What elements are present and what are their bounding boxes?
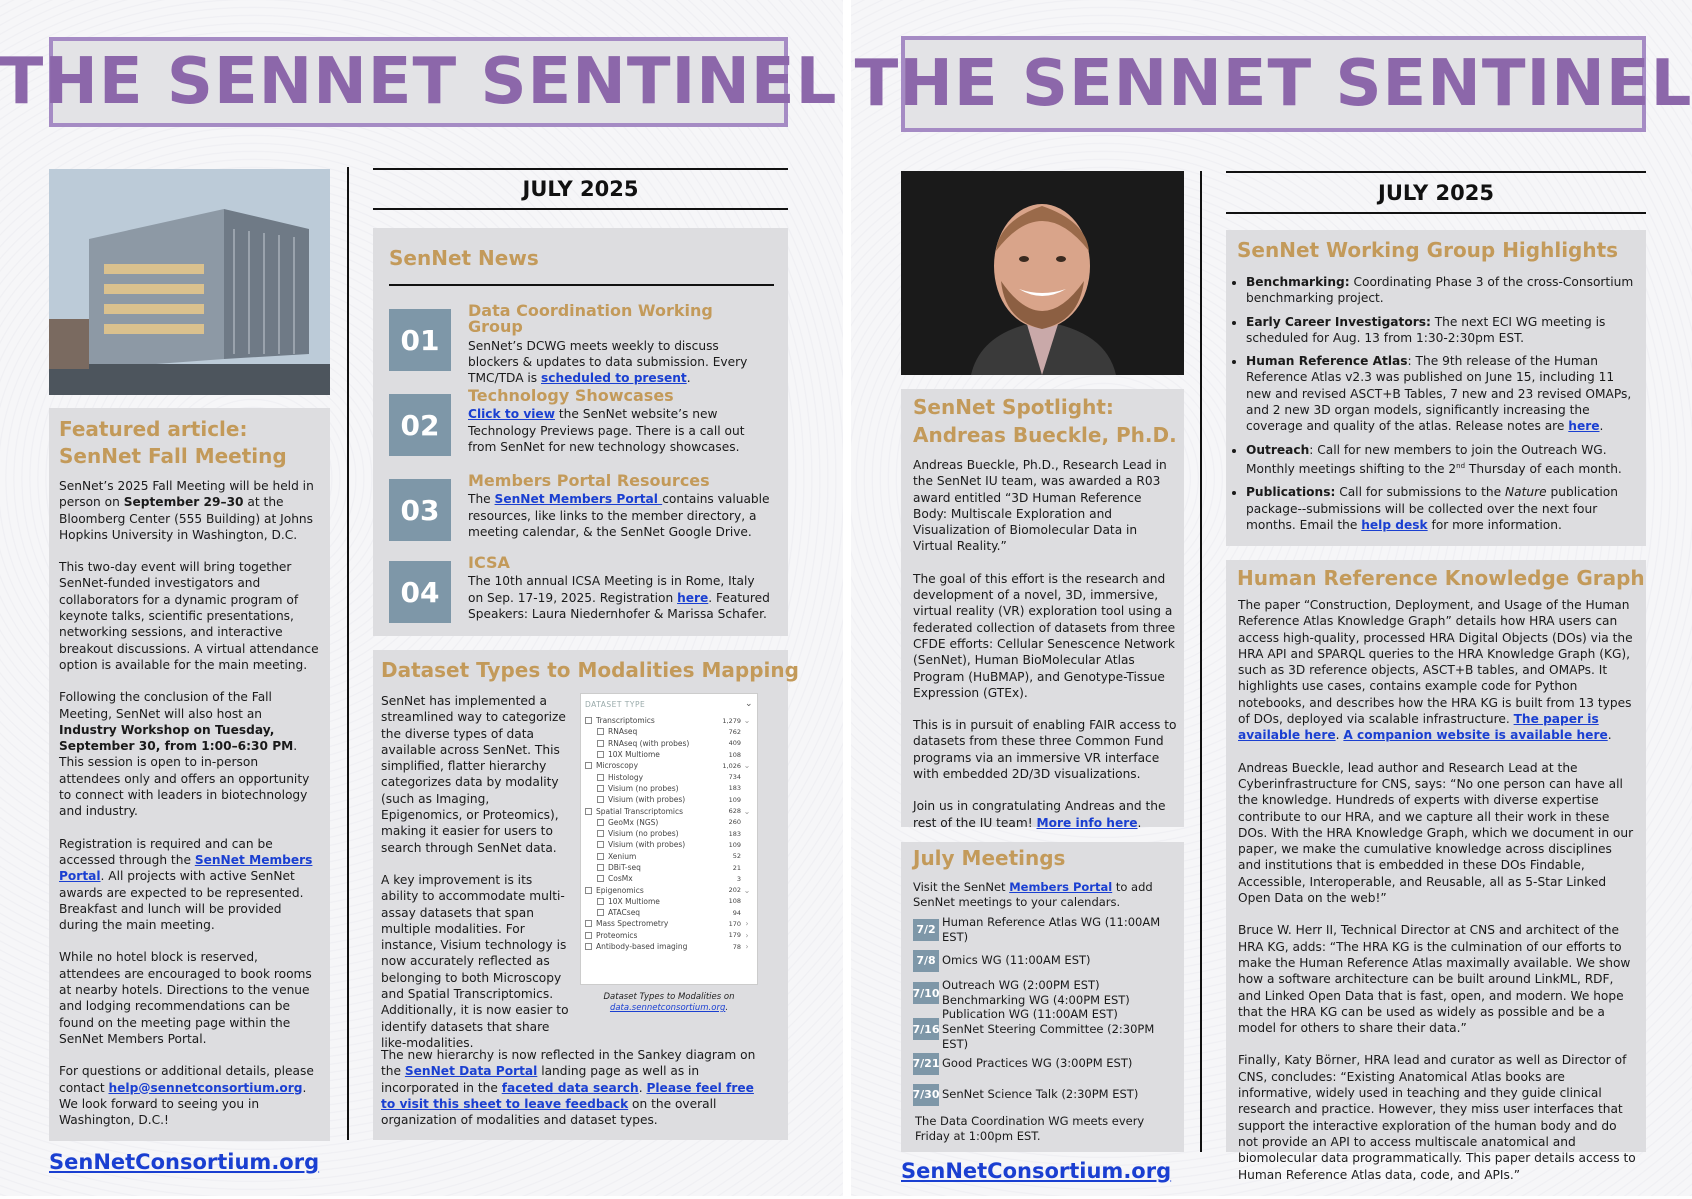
- dataset-type-count: 1,279: [722, 716, 741, 725]
- dataset-type-checkbox[interactable]: [597, 785, 604, 792]
- help-desk-link[interactable]: help desk: [1361, 517, 1428, 532]
- dataset-footer-text: The new hierarchy is now reflected in the Sankey diagram on the SenNet Data Portal landing page as well as in incorporated in the faceted data search. Please feel free to visit this sheet to leave feedback on the overall organization of modalities and dataset types.: [381, 1048, 756, 1128]
- newsletter-page-left: [0, 0, 843, 1196]
- wg-heading: SenNet Working Group Highlights: [1237, 238, 1619, 262]
- more-info-link[interactable]: More info here: [1036, 815, 1138, 830]
- dataset-type-row[interactable]: [585, 862, 753, 873]
- dataset-type-row[interactable]: [585, 726, 753, 737]
- hra-heading: Human Reference Knowledge Graph: [1237, 566, 1645, 590]
- column-divider: [347, 167, 349, 1140]
- chevron-down-icon[interactable]: ⌄: [743, 885, 751, 895]
- meeting-description: Outreach WG (2:00PM EST) Benchmarking WG (4:00PM EST): [942, 978, 1130, 1007]
- dataset-type-row[interactable]: [585, 783, 753, 794]
- chevron-right-icon[interactable]: ›: [745, 942, 749, 952]
- dataset-type-checkbox[interactable]: [597, 853, 604, 860]
- news-heading: SenNet News: [389, 246, 539, 270]
- meetings-list: [913, 914, 1177, 1110]
- meetings-intro: Visit the SenNet Members Portal to add SenNet meetings to your calendars.: [913, 880, 1153, 909]
- companion-website-link[interactable]: A companion website is available here: [1343, 728, 1608, 743]
- dataset-type-label: Microscopy: [596, 761, 639, 771]
- dataset-type-label: RNAseq: [608, 727, 638, 737]
- dataset-type-row[interactable]: [585, 794, 753, 805]
- dataset-type-label: Visium (no probes): [608, 829, 679, 839]
- building-illustration: [49, 169, 330, 395]
- wg-list: [1234, 274, 1634, 540]
- dataset-type-label: Visium (with probes): [608, 840, 686, 850]
- dataset-type-row[interactable]: [585, 817, 753, 828]
- news-box: SenNet News 01 Data Coordination Working Group SenNet’s DCWG meets weekly to discuss blockers & updates to data submission. Every TMC/TDA is scheduled to present. 02 Technology Showcases Click to view the SenNet website’s new Technology Previews page. There is a call out from SenNet for new technology showcases. 03 Members Portal Resources The SenNet Members Portal contains valuable resources, like links to the member directory, a meeting calendar, & the SenNet Google Drive. 04 ICSA The 10th annual ICSA Meeting is in Rome, Italy on Sep. 17-19, 2025. Registration here. Featured Speakers: Laura Niedernhofer & Marissa Schafer.: [373, 228, 788, 636]
- portrait-photo: [901, 171, 1184, 375]
- dataset-type-checkbox[interactable]: [597, 841, 604, 848]
- dataset-type-checkbox[interactable]: [597, 830, 604, 837]
- dataset-type-label: GeoMx (NGS): [608, 817, 659, 827]
- dataset-type-row[interactable]: [585, 896, 753, 907]
- meeting-row: [913, 914, 1177, 945]
- news-item-title: Data Coordination Working Group: [468, 301, 713, 337]
- members-portal-link[interactable]: SenNet Members Portal: [494, 492, 663, 507]
- dataset-type-count: 183: [728, 829, 741, 838]
- news-item-number: 02: [389, 394, 451, 456]
- dataset-type-row[interactable]: [585, 873, 753, 884]
- spotlight-body: Andreas Bueckle, Ph.D., Research Lead in the SenNet IU team, was awarded a R03 award entitled “3D Human Reference Body: Multiscale Exploration and Visualization of Biomolecular Data in Virtual Reality.” The goal of this effort is the research and development of a novel, 3D, immersive, virtual reality (VR) exploration tool using a federated collection of datasets from three CFDE efforts: Cellular Senescence Network (SenNet), Human BioMolecular Atlas Program (HuBMAP), and Genotype-Tissue Expression (GTEx). This is in pursuit of enabling FAIR access to datasets from these three Common Fund programs via an immersive VR interface with embedded 2D/3D visualizations. Join us in congratulating Andreas and the rest of the IU team! More info here.: [913, 458, 1177, 830]
- dataset-type-row[interactable]: [585, 884, 753, 895]
- dataset-type-checkbox[interactable]: [597, 728, 604, 735]
- meetings-footer: The Data Coordination WG meets every Friday at 1:00pm EST.: [915, 1114, 1145, 1143]
- dataset-type-checkbox[interactable]: [585, 943, 592, 950]
- meetings-heading: July Meetings: [913, 846, 1066, 870]
- spotlight-heading-1: SenNet Spotlight:: [913, 395, 1114, 419]
- dataset-type-count: 109: [728, 795, 741, 804]
- dataset-type-count: 1,026: [722, 761, 741, 770]
- icsa-registration-link[interactable]: here: [677, 590, 709, 605]
- dataset-heading: Dataset Types to Modalities Mapping: [381, 658, 799, 682]
- dataset-type-count: 409: [728, 739, 741, 748]
- wg-item: • Benchmarking: Coordinating Phase 3 of the cross-Consortium benchmarking project.: [1246, 274, 1634, 307]
- dataset-type-count: 202: [728, 886, 741, 895]
- dataset-type-count: 170: [728, 919, 741, 928]
- dataset-type-row[interactable]: [585, 828, 753, 839]
- dataset-type-checkbox[interactable]: [597, 875, 604, 882]
- news-item-number: 01: [389, 309, 451, 371]
- dataset-type-row[interactable]: [585, 839, 753, 850]
- meeting-description: Human Reference Atlas WG (11:00AM EST): [942, 914, 1161, 944]
- dataset-type-panel: [580, 693, 758, 985]
- dataset-type-checkbox[interactable]: [585, 920, 592, 927]
- dataset-type-row[interactable]: [585, 749, 753, 760]
- issue-date: JULY 2025: [373, 168, 788, 210]
- featured-article-box: [49, 408, 330, 1141]
- wg-item: • Early Career Investigators: The next ECI WG meeting is scheduled for Aug. 13 from 1:30-2:30pm EST.: [1246, 314, 1634, 347]
- news-heading-rule: [389, 284, 774, 286]
- meeting-date-badge: 7/16: [913, 1018, 939, 1040]
- dataset-type-checkbox[interactable]: [585, 717, 592, 724]
- dataset-type-label: Transcriptomics: [596, 716, 655, 726]
- faceted-search-link[interactable]: faceted data search: [501, 1080, 639, 1095]
- dataset-type-count: 183: [728, 784, 741, 793]
- wg-highlights-box: [1226, 230, 1646, 546]
- dataset-type-row[interactable]: [585, 941, 753, 952]
- dataset-type-count: 108: [728, 897, 741, 906]
- dataset-type-row[interactable]: [585, 930, 753, 941]
- dataset-type-checkbox[interactable]: [597, 740, 604, 747]
- meeting-description: Good Practices WG (3:00PM EST): [942, 1056, 1133, 1070]
- chevron-right-icon[interactable]: ›: [745, 919, 749, 929]
- meeting-date-badge: 7/2: [913, 919, 939, 941]
- dataset-type-count: 109: [728, 840, 741, 849]
- chevron-down-icon[interactable]: ⌄: [744, 699, 753, 709]
- help-email-link[interactable]: help@sennetconsortium.org: [108, 1080, 303, 1095]
- spotlight-box: [901, 389, 1184, 830]
- news-item-title: Technology Showcases: [468, 386, 674, 405]
- building-photo: [49, 169, 330, 395]
- dataset-type-checkbox[interactable]: [597, 864, 604, 871]
- meeting-date-badge: 7/30: [913, 1084, 939, 1106]
- dataset-type-row[interactable]: [585, 760, 753, 771]
- dataset-type-count: 628: [728, 807, 741, 816]
- dataset-type-checkbox[interactable]: [585, 887, 592, 894]
- hra-body: The paper “Construction, Deployment, and Usage of the Human Reference Atlas Knowledge Graph” details how HRA users can access high-quality, processed HRA Digital Objects (DOs) via the HRA API and SPARQL queries to the HRA Knowledge Graph (KG), such as 3D reference objects, ASCT+B tables, and OMAPs. It highlights use cases, contains example code for Python notebooks, and describes how the HRA KG is built from 13 types of DOs, deployed via scalable infrastructure. The paper is available here. A companion website is available here. Andreas Bueckle, lead author and Research Lead at the Cyberinfrastructure for CNS, says: “No one person can have all the knowledge. Hundreds of experts with diverse expertise contribute to our HRA, and we capture all their work in these DOs. With the HRA Knowledge Graph, which we document in our paper, we make the cumulative knowledge across disciplines and institutions that is embedded in these DOs Findable, Accessible, Interoperable, and Reusable, all as 5-Star Linked Open Data on the web!” Bruce W. Herr II, Technical Director at CNS and architect of the HRA KG, adds: “The HRA KG is the culmination of our efforts to make the Human Reference Atlas maximally available. We show how a software architecture can be built around LinkML, RDF, and Linked Open Data that is fast, open, and modern. We hope that the HRA KG can be used as widely as possible and be a model for others to share their data.” Finally, Katy Börner, HRA lead and curator as well as Director of CNS, concludes: “Existing Anatomical Atlas books are informative, widely used in teaching and they guide clinical research and practice. However, they miss user interfaces that support the interactive exploration of the human body and do not provide an API to access multiscale anatomical and biomolecular data programmatically. This paper details access to Human Reference Atlas data, code, and APIs.”: [1238, 598, 1636, 1182]
- featured-article-body: SenNet’s 2025 Fall Meeting will be held in person on September 29–30 at the Bloomberg Center (555 Building) at Johns Hopkins University in Washington, D.C. This two-day event will bring together SenNet-funded investigators and collaborators for a dynamic program of keynote talks, scientific presentations, networking sessions, and interactive breakout discussions. A virtual attendance option is available for the main meeting. Following the conclusion of the Fall Meeting, SenNet will also host an Industry Workshop on Tuesday, September 30, from 1:00–6:30 PM. This session is open to in-person attendees only and offers an opportunity to connect with leaders in biotechnology and industry. Registration is required and can be accessed through the SenNet Members Portal. All projects with active SenNet awards are expected to be represented. Breakfast and lunch will be provided during the main meeting. While no hotel block is reserved, attendees are encouraged to book rooms at nearby hotels. Directions to the venue and lodging recommendations can be found on the meeting page within the SenNet Members Portal. For questions or additional details, please contact help@sennetconsortium.org. We look forward to seeing you in Washington, D.C.!: [59, 479, 319, 1128]
- dataset-type-row[interactable]: [585, 918, 753, 929]
- dataset-type-label: Histology: [608, 772, 644, 782]
- meeting-row: [913, 976, 1177, 1010]
- dataset-type-label: Spatial Transcriptomics: [596, 806, 684, 816]
- dataset-types-box: [373, 650, 799, 1140]
- wg-item: • Publications: Call for submissions to the Nature publication package--submissions will be collected over the next four months. Email the help desk for more information.: [1246, 484, 1634, 533]
- dataset-type-count: 52: [732, 852, 741, 861]
- masthead-title: THE SENNET SENTINEL: [901, 36, 1646, 132]
- dataset-type-count: 108: [728, 750, 741, 759]
- news-item-title: Members Portal Resources: [468, 471, 710, 490]
- featured-heading-2: SenNet Fall Meeting: [59, 444, 287, 468]
- click-to-view-link[interactable]: Click to view: [468, 407, 555, 422]
- dataset-body: SenNet has implemented a streamlined way to categorize the diverse types of data available across SenNet. This simplified, flatter hierarchy categorizes data by modality (such as Imaging, Epigenomics, or Proteomics), making it easier for users to search through SenNet data. A key improvement is its ability to accommodate multi-assay datasets that span multiple modalities. For instance, Visium technology is now accurately reflected as belonging to both Microscopy and Spatial Transcriptomics. Additionally, it is now easier to identify datasets that share like-modalities.: [381, 694, 569, 1050]
- dataset-type-checkbox[interactable]: [597, 796, 604, 803]
- dataset-type-label: Proteomics: [596, 930, 638, 940]
- news-item-number: 03: [389, 479, 451, 541]
- chevron-down-icon[interactable]: ⌄: [743, 761, 751, 771]
- dataset-type-row[interactable]: [585, 738, 753, 749]
- members-portal-link[interactable]: Members Portal: [1009, 880, 1113, 894]
- members-portal-link[interactable]: SenNet Members Portal: [59, 852, 313, 884]
- dataset-type-label: RNAseq (with probes): [608, 738, 690, 748]
- masthead-title: THE SENNET SENTINEL: [49, 37, 788, 127]
- dataset-type-label: Antibody-based imaging: [596, 942, 688, 952]
- feedback-sheet-link[interactable]: Please feel free to visit this sheet to leave feedback: [381, 1080, 754, 1111]
- dataset-type-count: 78: [732, 942, 741, 951]
- paper-link[interactable]: The paper is available here: [1238, 712, 1599, 743]
- meeting-row: [913, 1079, 1177, 1110]
- dataset-type-row[interactable]: [585, 907, 753, 918]
- dataset-type-count: 21: [732, 863, 741, 872]
- footer-site-link[interactable]: SenNetConsortium.org: [901, 1159, 1172, 1183]
- data-portal-link[interactable]: SenNet Data Portal: [404, 1064, 538, 1079]
- footer-site-link[interactable]: SenNetConsortium.org: [49, 1150, 320, 1174]
- wg-item: • Outreach: Call for new members to join the Outreach WG. Monthly meetings shifting to the 2nd Thursday of each month.: [1246, 442, 1634, 478]
- meeting-description: Omics WG (11:00AM EST): [942, 953, 1091, 967]
- dataset-caption: Dataset Types to Modalities on data.sennetconsortium.org.: [603, 992, 735, 1013]
- news-item-number: 04: [389, 561, 451, 623]
- dataset-type-count: 734: [728, 773, 741, 782]
- hra-kg-box: [1226, 560, 1646, 1182]
- dataset-type-label: ATACseq: [608, 908, 641, 918]
- dataset-type-row[interactable]: [585, 805, 753, 816]
- dataset-type-row[interactable]: [585, 715, 753, 726]
- column-divider: [1200, 171, 1202, 1152]
- meeting-row: [912, 1006, 1177, 1051]
- dataset-type-label: 10X Multiome: [608, 750, 660, 760]
- dataset-panel-title: DATASET TYPE: [585, 699, 646, 709]
- issue-date: JULY 2025: [1226, 171, 1646, 214]
- featured-heading-1: Featured article:: [59, 417, 248, 441]
- dataset-type-list: [585, 715, 753, 952]
- meeting-description: Publication WG (11:00AM EST) SenNet Steering Committee (2:30PM EST): [942, 1006, 1155, 1051]
- chevron-down-icon[interactable]: ⌄: [743, 806, 751, 816]
- dataset-caption-link[interactable]: data.sennetconsortium.org: [609, 1003, 726, 1013]
- newsletter-page-right: [851, 0, 1692, 1196]
- dataset-type-checkbox[interactable]: [597, 774, 604, 781]
- dataset-type-checkbox[interactable]: [585, 762, 592, 769]
- meeting-date-badge: 7/10: [913, 982, 939, 1004]
- scheduled-to-present-link[interactable]: scheduled to present: [541, 371, 687, 386]
- dataset-type-label: Xenium: [608, 851, 637, 861]
- meeting-date-badge: 7/21: [913, 1053, 939, 1075]
- release-notes-link[interactable]: here: [1568, 419, 1600, 434]
- dataset-type-label: Mass Spectrometry: [596, 919, 669, 929]
- dataset-type-count: 94: [732, 908, 741, 917]
- dataset-type-label: Epigenomics: [596, 885, 644, 895]
- meeting-row: [913, 945, 1177, 976]
- meetings-box: [901, 842, 1184, 1152]
- dataset-type-checkbox[interactable]: [585, 932, 592, 939]
- meeting-description: SenNet Science Talk (2:30PM EST): [942, 1087, 1139, 1101]
- chevron-right-icon[interactable]: ›: [745, 930, 749, 940]
- dataset-type-checkbox[interactable]: [597, 819, 604, 826]
- dataset-type-label: Visium (no probes): [608, 783, 679, 793]
- meeting-date-badge: 7/8: [913, 950, 939, 972]
- dataset-type-row[interactable]: [585, 771, 753, 782]
- wg-item: • Human Reference Atlas: The 9th release of the Human Reference Atlas v2.3 was published on June 15, including 11 new and revised ASCT+B Tables, 7 new and 23 revised OMAPs, and 2 new 3D organ models, significantly increasing the coverage and quality of the atlas. Release notes are here.: [1246, 353, 1634, 434]
- news-item-title: ICSA: [468, 553, 510, 572]
- portrait-illustration: [901, 171, 1184, 375]
- dataset-type-label: DBiT-seq: [608, 863, 641, 872]
- dataset-type-count: 179: [728, 931, 741, 940]
- dataset-type-checkbox[interactable]: [597, 909, 604, 916]
- dataset-type-label: CosMx: [608, 874, 633, 884]
- dataset-type-count: 260: [728, 818, 741, 827]
- spotlight-heading-2: Andreas Bueckle, Ph.D.: [913, 423, 1177, 447]
- dataset-type-count: 3: [736, 874, 741, 883]
- dataset-type-row[interactable]: [585, 851, 753, 862]
- dataset-type-label: Visium (with probes): [608, 795, 686, 805]
- dataset-type-count: 762: [728, 727, 741, 736]
- dataset-type-checkbox[interactable]: [585, 808, 592, 815]
- dataset-type-checkbox[interactable]: [597, 751, 604, 758]
- dataset-type-checkbox[interactable]: [597, 898, 604, 905]
- chevron-down-icon[interactable]: ⌄: [743, 716, 751, 726]
- meeting-row: [913, 1048, 1177, 1079]
- dataset-type-label: 10X Multiome: [608, 896, 660, 906]
